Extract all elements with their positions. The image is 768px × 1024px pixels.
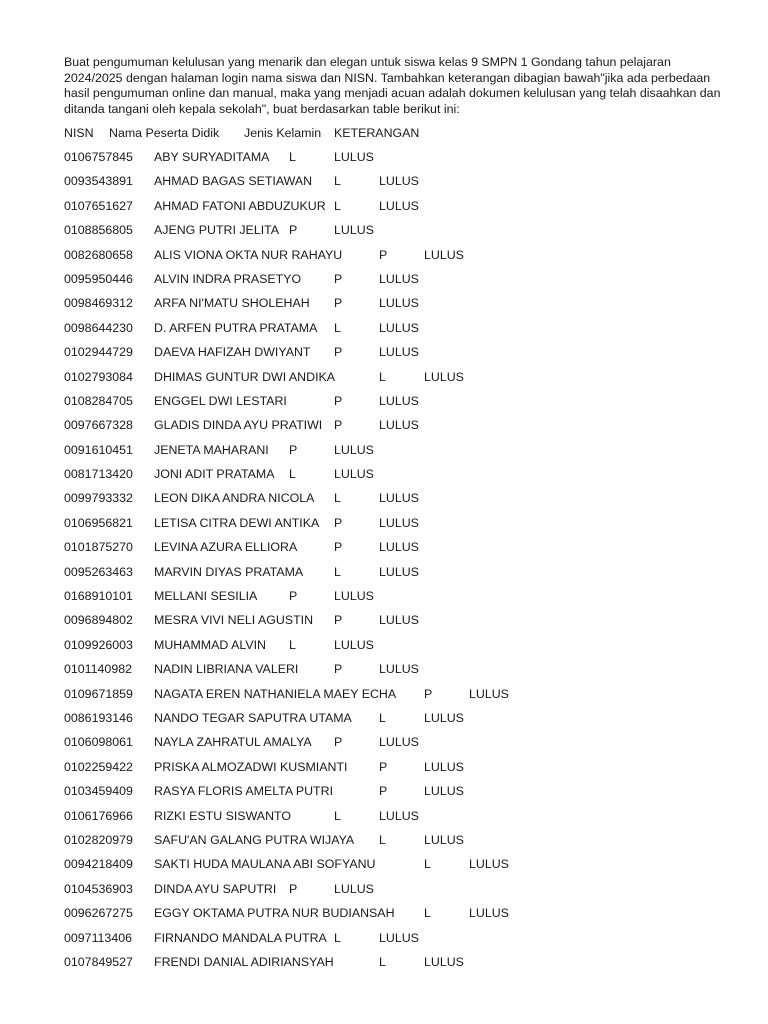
student-status: LULUS — [334, 223, 374, 238]
student-nisn: 0106757845 — [64, 150, 133, 164]
student-nisn: 0096267275 — [64, 906, 133, 921]
student-gender: P — [334, 662, 343, 677]
student-gender: L — [289, 150, 296, 164]
student-status: LULUS — [424, 759, 464, 774]
table-row — [64, 443, 724, 467]
student-name: ALVIN INDRA PRASETYO — [154, 271, 302, 286]
student-status: LULUS — [469, 906, 509, 921]
student-gender: P — [379, 247, 388, 262]
table-row — [64, 370, 724, 394]
student-gender: P — [334, 271, 343, 286]
student-name: D. ARFEN PUTRA PRATAMA — [154, 320, 318, 335]
student-nisn: 0108284705 — [64, 393, 133, 408]
table-row — [64, 882, 724, 906]
table-row — [64, 662, 724, 686]
table-row — [64, 809, 724, 833]
student-nisn: 0099793332 — [64, 491, 133, 506]
student-gender: P — [424, 686, 433, 701]
student-nisn: 0093543891 — [64, 174, 133, 189]
student-name: AJENG PUTRI JELITA — [154, 223, 280, 238]
student-name: EGGY OKTAMA PUTRA NUR BUDIANSAH — [154, 906, 395, 921]
student-status: LULUS — [379, 296, 419, 311]
student-gender: P — [334, 735, 343, 750]
student-nisn: 0103459409 — [64, 784, 133, 799]
student-gender: L — [334, 808, 341, 823]
student-status: LULUS — [334, 150, 374, 164]
table-row — [64, 174, 724, 198]
table-row — [64, 540, 724, 564]
student-name: FIRNANDO MANDALA PUTRA — [154, 930, 327, 945]
student-status: LULUS — [334, 442, 374, 457]
student-name: SAKTI HUDA MAULANA ABI SOFYANU — [154, 857, 376, 872]
student-status: LULUS — [334, 637, 374, 652]
table-row — [64, 199, 724, 223]
table-row — [64, 589, 724, 613]
table-row — [64, 857, 724, 881]
table-row — [64, 491, 724, 515]
student-name: MESRA VIVI NELI AGUSTIN — [154, 613, 314, 628]
student-status: LULUS — [379, 564, 419, 579]
student-name: SAFU'AN GALANG PUTRA WIJAYA — [154, 832, 355, 847]
student-gender: P — [379, 784, 388, 799]
student-nisn: 0109671859 — [64, 686, 133, 701]
student-nisn: 0102820979 — [64, 832, 133, 847]
table-row — [64, 833, 724, 857]
student-status: LULUS — [424, 954, 464, 969]
student-gender: L — [289, 637, 296, 652]
student-gender: L — [334, 564, 341, 579]
student-nisn: 0107849527 — [64, 954, 133, 969]
header-status: KETERANGAN — [334, 126, 420, 140]
student-name: LEON DIKA ANDRA NICOLA — [154, 491, 315, 506]
student-gender: L — [334, 491, 341, 506]
student-status: LULUS — [334, 589, 374, 604]
student-gender: P — [334, 540, 343, 555]
table-row — [64, 296, 724, 320]
table-row — [64, 638, 724, 662]
student-nisn: 0168910101 — [64, 589, 133, 604]
student-nisn: 0106098061 — [64, 735, 133, 750]
student-status: LULUS — [379, 491, 419, 506]
table-row — [64, 784, 724, 808]
student-status: LULUS — [379, 808, 419, 823]
student-gender: P — [334, 418, 343, 433]
student-gender: P — [334, 345, 343, 360]
table-row — [64, 906, 724, 930]
student-name: DINDA AYU SAPUTRI — [154, 881, 277, 896]
student-gender: L — [424, 857, 431, 872]
header-name: Nama Peserta Didik — [109, 126, 220, 140]
table-row — [64, 248, 724, 272]
student-name: LETISA CITRA DEWI ANTIKA — [154, 515, 320, 530]
table-row — [64, 321, 724, 345]
student-list — [64, 150, 724, 979]
student-nisn: 0104536903 — [64, 881, 133, 896]
student-status: LULUS — [379, 345, 419, 360]
student-nisn: 0101140982 — [64, 662, 132, 677]
student-nisn: 0102793084 — [64, 369, 133, 384]
student-gender: L — [334, 198, 341, 213]
student-nisn: 0101875270 — [64, 540, 133, 555]
intro-paragraph: Buat pengumuman kelulusan yang menarik dan elegan untuk siswa kelas 9 SMPN 1 Gondang tahun pelajaran 2024/2025 dengan halaman login nama siswa dan NISN. Tambahkan keterangan dibagian bawah"jika ada perbedaan hasil pengumuman online dan manual, maka yang menjadi acuan adalah dokumen kelulusan yang telah disaahkan dan ditanda tangani oleh kepala sekolah", buat berdasarkan table berikut ini: — [64, 55, 721, 116]
student-gender: L — [289, 467, 296, 482]
table-row — [64, 150, 724, 174]
table-row — [64, 613, 724, 637]
student-gender: P — [289, 442, 298, 457]
student-status: LULUS — [379, 735, 419, 750]
table-row — [64, 394, 724, 418]
student-status: LULUS — [379, 271, 419, 286]
student-gender: P — [289, 223, 298, 238]
table-row — [64, 711, 724, 735]
student-gender: P — [289, 589, 298, 604]
student-gender: L — [379, 954, 386, 969]
student-status: LULUS — [424, 369, 464, 384]
student-nisn: 0094218409 — [64, 857, 133, 872]
student-nisn: 0106176966 — [64, 808, 133, 823]
student-nisn: 0107651627 — [64, 198, 133, 213]
student-name: NAGATA EREN NATHANIELA MAEY ECHA — [154, 686, 397, 701]
student-status: LULUS — [424, 832, 464, 847]
student-name: AHMAD BAGAS SETIAWAN — [154, 174, 313, 189]
student-name: ENGGEL DWI LESTARI — [154, 393, 287, 408]
student-name: JENETA MAHARANI — [154, 442, 269, 457]
table-row — [64, 565, 724, 589]
table-row — [64, 418, 724, 442]
student-name: FRENDI DANIAL ADIRIANSYAH — [154, 954, 334, 969]
student-nisn: 0096894802 — [64, 613, 133, 628]
student-gender: L — [424, 906, 431, 921]
student-gender: L — [334, 174, 341, 189]
header-gender: Jenis Kelamin — [244, 126, 322, 140]
student-status: LULUS — [379, 515, 419, 530]
table-row — [64, 272, 724, 296]
student-status: LULUS — [424, 710, 464, 725]
table-row — [64, 955, 724, 979]
student-name: MELLANI SESILIA — [154, 589, 258, 604]
student-status: LULUS — [379, 930, 419, 945]
student-gender: P — [289, 881, 298, 896]
table-row — [64, 345, 724, 369]
student-status: LULUS — [379, 393, 419, 408]
student-name: LEVINA AZURA ELLIORA — [154, 540, 298, 555]
student-gender: L — [334, 320, 341, 335]
student-name: MUHAMMAD ALVIN — [154, 637, 266, 652]
student-nisn: 0086193146 — [64, 710, 133, 725]
student-nisn: 0097113406 — [64, 930, 132, 945]
student-gender: P — [379, 759, 388, 774]
student-nisn: 0081713420 — [64, 467, 133, 482]
student-name: DHIMAS GUNTUR DWI ANDIKA — [154, 369, 336, 384]
student-status: LULUS — [424, 784, 464, 799]
student-name: MARVIN DIYAS PRATAMA — [154, 564, 304, 579]
student-gender: L — [379, 832, 386, 847]
student-nisn: 0091610451 — [64, 442, 133, 457]
student-status: LULUS — [379, 174, 419, 189]
student-name: NADIN LIBRIANA VALERI — [154, 662, 299, 677]
student-gender: P — [334, 393, 343, 408]
table-row — [64, 760, 724, 784]
student-status: LULUS — [334, 467, 374, 482]
table-row — [64, 931, 724, 955]
student-nisn: 0109926003 — [64, 637, 133, 652]
student-status: LULUS — [424, 247, 464, 262]
student-nisn: 0082680658 — [64, 247, 133, 262]
student-gender: P — [334, 515, 343, 530]
student-status: LULUS — [469, 857, 509, 872]
table-row — [64, 516, 724, 540]
student-nisn: 0095950446 — [64, 271, 133, 286]
student-name: GLADIS DINDA AYU PRATIWI — [154, 418, 323, 433]
table-row — [64, 735, 724, 759]
student-nisn: 0098469312 — [64, 296, 133, 311]
table-row — [64, 223, 724, 247]
student-status: LULUS — [334, 881, 374, 896]
student-name: NANDO TEGAR SAPUTRA UTAMA — [154, 710, 352, 725]
student-status: LULUS — [379, 613, 419, 628]
student-name: RASYA FLORIS AMELTA PUTRI — [154, 784, 334, 799]
student-gender: P — [334, 296, 343, 311]
table-row — [64, 467, 724, 491]
table-header — [64, 126, 724, 142]
student-name: ARFA NI'MATU SHOLEHAH — [154, 296, 310, 311]
student-status: LULUS — [379, 540, 419, 555]
student-gender: P — [334, 613, 343, 628]
student-nisn: 0098644230 — [64, 320, 133, 335]
table-row — [64, 687, 724, 711]
student-name: NAYLA ZAHRATUL AMALYA — [154, 735, 312, 750]
student-status: LULUS — [379, 198, 419, 213]
student-name: ALIS VIONA OKTA NUR RAHAYU — [154, 247, 343, 262]
student-name: DAEVA HAFIZAH DWIYANT — [154, 345, 311, 360]
header-nisn: NISN — [64, 126, 94, 140]
student-name: RIZKI ESTU SISWANTO — [154, 808, 291, 823]
student-name: JONI ADIT PRATAMA — [154, 467, 275, 482]
student-gender: L — [334, 930, 341, 945]
student-name: AHMAD FATONI ABDUZUKUR — [154, 198, 326, 213]
student-nisn: 0106956821 — [64, 515, 133, 530]
student-status: LULUS — [469, 686, 509, 701]
student-nisn: 0102944729 — [64, 345, 133, 360]
student-name: PRISKA ALMOZADWI KUSMIANTI — [154, 759, 348, 774]
student-status: LULUS — [379, 662, 419, 677]
student-gender: L — [379, 369, 386, 384]
student-nisn: 0097667328 — [64, 418, 133, 433]
student-nisn: 0095263463 — [64, 564, 133, 579]
student-gender: L — [379, 710, 386, 725]
student-status: LULUS — [379, 320, 419, 335]
student-status: LULUS — [379, 418, 419, 433]
student-nisn: 0102259422 — [64, 759, 133, 774]
student-nisn: 0108856805 — [64, 223, 133, 238]
student-name: ABY SURYADITAMA — [154, 150, 270, 164]
